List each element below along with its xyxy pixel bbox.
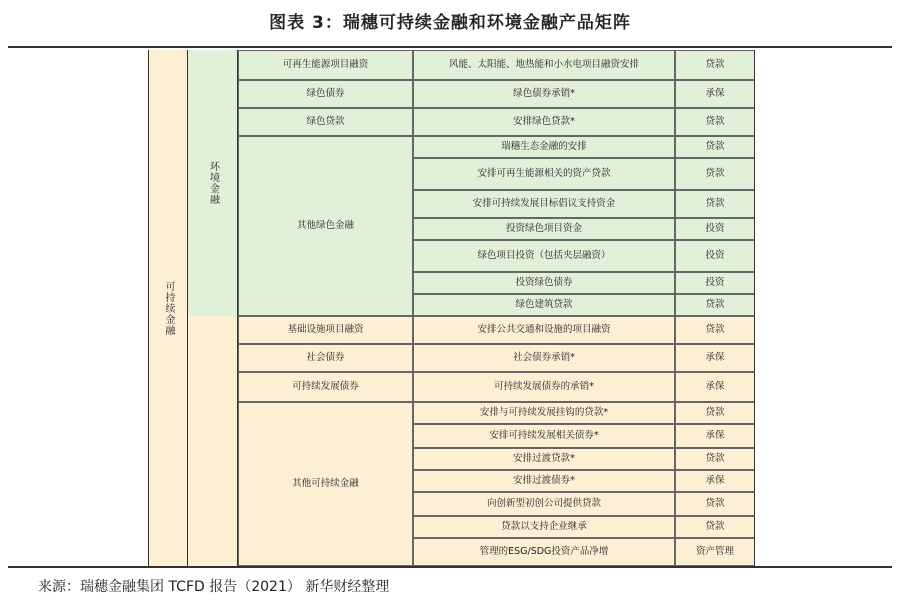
product-cell: 风能、太阳能、地热能和小水电项目融资安排 xyxy=(413,50,675,80)
product-cell: 安排可持续发展相关债券* xyxy=(413,424,675,448)
type-cell: 贷款 xyxy=(675,294,755,316)
category-cell: 基础设施项目融资 xyxy=(238,316,413,344)
product-cell: 社会债券承销* xyxy=(413,344,675,372)
source-note: 来源：瑞穗金融集团 TCFD 报告（2021） 新华财经整理 xyxy=(38,579,390,595)
top-rule xyxy=(8,46,892,48)
sustainable-filler xyxy=(188,316,238,566)
product-cell: 安排过渡债券* xyxy=(413,470,675,492)
type-cell: 贷款 xyxy=(675,492,755,516)
type-cell: 贷款 xyxy=(675,448,755,470)
label-environmental-finance: 环境金融 xyxy=(188,50,238,316)
type-cell: 承保 xyxy=(675,344,755,372)
product-cell: 安排可持续发展目标倡议支持资金 xyxy=(413,190,675,218)
category-cell: 可再生能源项目融资 xyxy=(238,50,413,80)
type-cell: 投资 xyxy=(675,272,755,294)
type-cell: 贷款 xyxy=(675,316,755,344)
product-cell: 投资绿色债券 xyxy=(413,272,675,294)
category-cell: 绿色贷款 xyxy=(238,108,413,136)
type-cell: 贷款 xyxy=(675,516,755,538)
type-cell: 承保 xyxy=(675,470,755,492)
category-cell: 社会债券 xyxy=(238,344,413,372)
product-cell: 绿色债券承销* xyxy=(413,80,675,108)
type-cell: 贷款 xyxy=(675,108,755,136)
category-cell: 其他绿色金融 xyxy=(238,136,413,316)
product-cell: 绿色建筑贷款 xyxy=(413,294,675,316)
type-cell: 承保 xyxy=(675,424,755,448)
figure-title: 图表 3：瑞穗可持续金融和环境金融产品矩阵 xyxy=(269,13,631,33)
type-cell: 贷款 xyxy=(675,136,755,158)
product-cell: 安排过渡贷款* xyxy=(413,448,675,470)
type-cell: 投资 xyxy=(675,218,755,240)
product-cell: 管理的ESG/SDG投资产品净增 xyxy=(413,538,675,566)
product-cell: 安排可再生能源相关的资产贷款 xyxy=(413,158,675,190)
type-cell: 承保 xyxy=(675,372,755,402)
product-cell: 安排绿色贷款* xyxy=(413,108,675,136)
product-cell: 向创新型初创公司提供贷款 xyxy=(413,492,675,516)
type-cell: 承保 xyxy=(675,80,755,108)
type-cell: 贷款 xyxy=(675,158,755,190)
type-cell: 贷款 xyxy=(675,190,755,218)
product-cell: 安排与可持续发展挂钩的贷款* xyxy=(413,402,675,424)
category-cell: 绿色债券 xyxy=(238,80,413,108)
category-cell: 可持续发展债券 xyxy=(238,372,413,402)
product-cell: 瑞穗生态金融的安排 xyxy=(413,136,675,158)
label-sustainable-finance: 可持续金融 xyxy=(148,50,188,566)
type-cell: 投资 xyxy=(675,240,755,272)
product-cell: 安排公共交通和设施的项目融资 xyxy=(413,316,675,344)
type-cell: 贷款 xyxy=(675,402,755,424)
category-cell: 其他可持续金融 xyxy=(238,402,413,566)
product-cell: 投资绿色项目资金 xyxy=(413,218,675,240)
product-cell: 绿色项目投资（包括夹层融资） xyxy=(413,240,675,272)
product-cell: 可持续发展债券的承销* xyxy=(413,372,675,402)
type-cell: 贷款 xyxy=(675,50,755,80)
bottom-rule xyxy=(8,566,892,568)
type-cell: 资产管理 xyxy=(675,538,755,566)
product-cell: 贷款以支持企业继承 xyxy=(413,516,675,538)
